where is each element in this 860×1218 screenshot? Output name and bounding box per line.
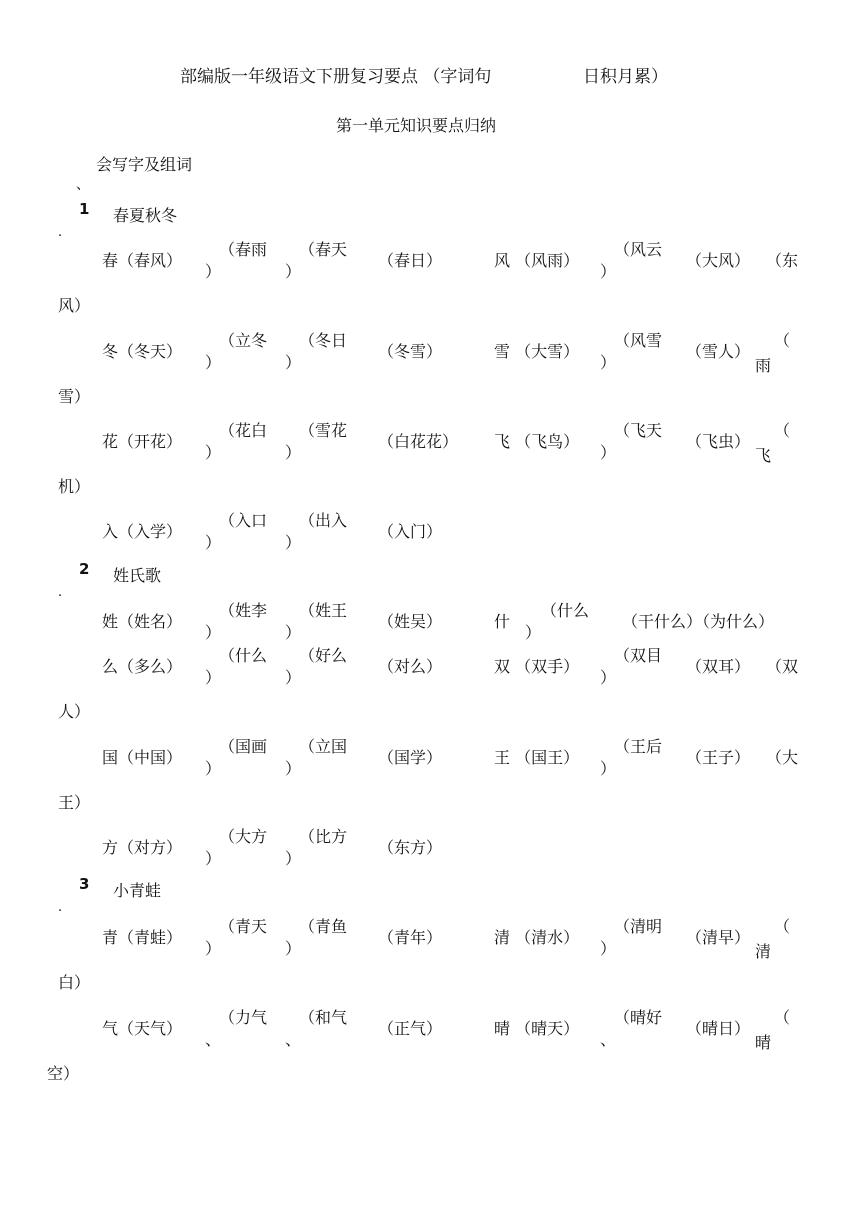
- word-close-paren: ）: [600, 443, 617, 462]
- wrapped-word-end: 雪）: [58, 387, 91, 406]
- word-close-paren: ）: [285, 668, 302, 687]
- word-wrapped-char: 晴: [755, 1033, 772, 1052]
- character-main-word: 冬（冬天）: [102, 342, 183, 361]
- character-main-word: 气（天气）: [102, 1019, 183, 1038]
- character-main-word: 青（青蛙）: [102, 928, 183, 947]
- word-open-paren: （: [774, 331, 791, 350]
- word-top: （晴好: [614, 1008, 663, 1027]
- character-main-word: 入（入学）: [102, 522, 183, 541]
- word-close-paren: ）: [205, 623, 222, 642]
- word-close-paren: 、: [205, 1030, 222, 1049]
- word: （正气）: [378, 1019, 443, 1038]
- character-main-word: 王 （国王）: [494, 748, 580, 767]
- lesson-title: 小青蛙: [113, 881, 162, 900]
- character-main-word: 春（春风）: [102, 251, 183, 270]
- wrapped-word-end: 白）: [58, 973, 91, 992]
- lesson-title: 姓氏歌: [113, 566, 162, 585]
- word-close-paren: ）: [205, 353, 222, 372]
- word-top: （春天: [299, 240, 348, 259]
- word-open-paren: （: [774, 421, 791, 440]
- word-close-paren: ）: [205, 262, 222, 281]
- word-top: （王后: [614, 737, 663, 756]
- word-open: （双: [766, 657, 799, 676]
- word: （白花花）: [378, 432, 459, 451]
- word: （王子）: [686, 748, 751, 767]
- word-top: （风云: [614, 240, 663, 259]
- word: （清早）: [686, 928, 751, 947]
- word: （干什么）（为什么）: [622, 612, 775, 631]
- word-close-paren: ）: [205, 533, 222, 552]
- word-close-paren: ）: [600, 759, 617, 778]
- word-top: （什么: [541, 601, 590, 620]
- word-open: （大: [766, 748, 799, 767]
- word-top: （雪花: [299, 421, 348, 440]
- word-top: （立国: [299, 737, 348, 756]
- word-top: （春雨: [219, 240, 268, 259]
- word-close-paren: ）: [285, 443, 302, 462]
- wrapped-word-end: 机）: [58, 477, 91, 496]
- word-close-paren: ）: [205, 668, 222, 687]
- word: （冬雪）: [378, 342, 443, 361]
- word: （双耳）: [686, 657, 751, 676]
- character-main-word: 双 （双手）: [494, 657, 580, 676]
- word-top: （青天: [219, 917, 268, 936]
- character-main-word: 风 （风雨）: [494, 251, 580, 270]
- wrapped-word-end: 王）: [58, 793, 91, 812]
- character-main-word: 清 （清水）: [494, 928, 580, 947]
- word: （雪人）: [686, 342, 751, 361]
- word-top: （风雪: [614, 331, 663, 350]
- word-close-paren: ）: [285, 849, 302, 868]
- character-main-word: 雪 （大雪）: [494, 342, 580, 361]
- lesson-title: 春夏秋冬: [113, 206, 178, 225]
- wrapped-word-end: 人）: [58, 702, 91, 721]
- word-top: （姓李: [219, 601, 268, 620]
- word-close-paren: 、: [600, 1030, 617, 1049]
- word-top: （国画: [219, 737, 268, 756]
- word-top: （立冬: [219, 331, 268, 350]
- word-top: （出入: [299, 511, 348, 530]
- word-open: （东: [766, 251, 799, 270]
- lesson-number-dot: .: [58, 585, 63, 600]
- word: （对么）: [378, 657, 443, 676]
- word-open-paren: （: [774, 917, 791, 936]
- word-close-paren: ）: [285, 939, 302, 958]
- word-close-paren: ）: [600, 939, 617, 958]
- character-main-word: 国（中国）: [102, 748, 183, 767]
- word-top: （清明: [614, 917, 663, 936]
- wrapped-word-end: 风）: [58, 296, 91, 315]
- word-close-paren: ）: [285, 262, 302, 281]
- lesson-number-dot: .: [58, 900, 63, 915]
- word-close-paren: ）: [285, 533, 302, 552]
- word-wrapped-char: 飞: [755, 446, 772, 465]
- character: 什: [494, 612, 511, 631]
- word: （国学）: [378, 748, 443, 767]
- word-top: （花白: [219, 421, 268, 440]
- word: （飞虫）: [686, 432, 751, 451]
- word-close-paren: ）: [525, 623, 542, 642]
- word-wrapped-char: 雨: [755, 356, 772, 375]
- word-open-paren: （: [774, 1008, 791, 1027]
- doc-title: 部编版一年级语文下册复习要点 （字词句: [180, 67, 492, 87]
- word-close-paren: ）: [205, 759, 222, 778]
- doc-title-suffix: 日积月累）: [583, 67, 668, 87]
- word-top: （什么: [219, 646, 268, 665]
- word: （入门）: [378, 522, 443, 541]
- word-close-paren: ）: [600, 262, 617, 281]
- word: （青年）: [378, 928, 443, 947]
- word-top: （飞天: [614, 421, 663, 440]
- word: （东方）: [378, 838, 443, 857]
- word-top: （青鱼: [299, 917, 348, 936]
- lesson-number: 2: [79, 560, 90, 578]
- word-top: （冬日: [299, 331, 348, 350]
- character-main-word: 方（对方）: [102, 838, 183, 857]
- word-top: （双目: [614, 646, 663, 665]
- section-heading: 会写字及组词: [96, 155, 193, 174]
- word-close-paren: ）: [600, 668, 617, 687]
- word-close-paren: 、: [285, 1030, 302, 1049]
- lesson-number-dot: .: [58, 225, 63, 240]
- word-close-paren: ）: [205, 443, 222, 462]
- word: （春日）: [378, 251, 443, 270]
- word: （晴日）: [686, 1019, 751, 1038]
- word-close-paren: ）: [285, 623, 302, 642]
- word-wrapped-char: 清: [755, 942, 772, 961]
- word-top: （和气: [299, 1008, 348, 1027]
- wrapped-word-end: 空）: [47, 1064, 80, 1083]
- word-close-paren: ）: [285, 759, 302, 778]
- word-top: （入口: [219, 511, 268, 530]
- word: （姓吴）: [378, 612, 443, 631]
- character-main-word: 花（开花）: [102, 432, 183, 451]
- section-mark: 、: [76, 177, 90, 193]
- word-top: （大方: [219, 827, 268, 846]
- unit-subtitle: 第一单元知识要点归纳: [336, 116, 497, 135]
- word-top: （比方: [299, 827, 348, 846]
- word: （大风）: [686, 251, 751, 270]
- word-close-paren: ）: [285, 353, 302, 372]
- word-close-paren: ）: [600, 353, 617, 372]
- character-main-word: 晴 （晴天）: [494, 1019, 580, 1038]
- word-top: （力气: [219, 1008, 268, 1027]
- lesson-number: 1: [79, 200, 90, 218]
- character-main-word: 么（多么）: [102, 657, 183, 676]
- word-top: （好么: [299, 646, 348, 665]
- character-main-word: 姓（姓名）: [102, 612, 183, 631]
- word-top: （姓王: [299, 601, 348, 620]
- character-main-word: 飞 （飞鸟）: [494, 432, 580, 451]
- word-close-paren: ）: [205, 849, 222, 868]
- word-close-paren: ）: [205, 939, 222, 958]
- lesson-number: 3: [79, 875, 90, 893]
